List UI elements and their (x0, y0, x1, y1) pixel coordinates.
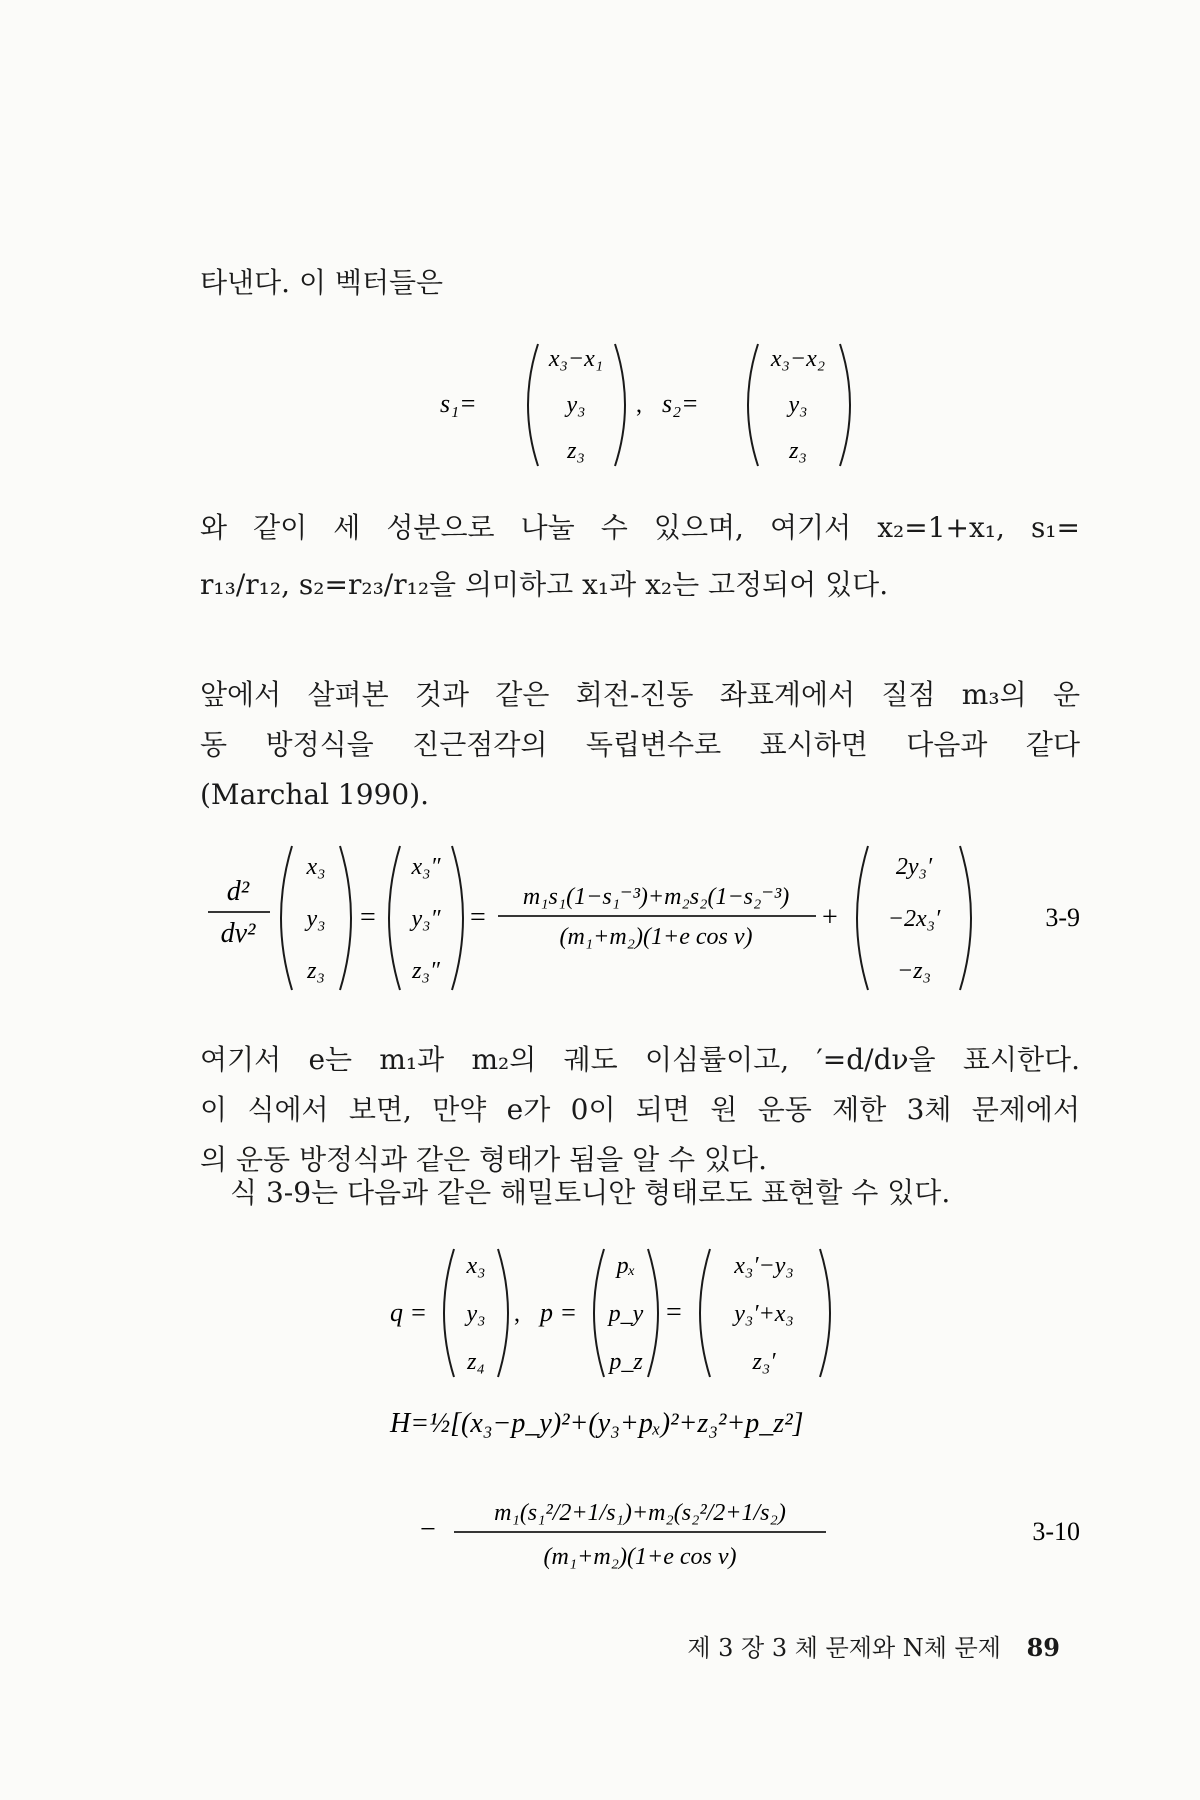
col-a-2: z₃ (307, 958, 325, 984)
right-paren (498, 1249, 508, 1377)
col-c-1: −2x₃′ (887, 906, 941, 932)
q-col-1: y₃ (466, 1301, 486, 1327)
col-a-0: x₃ (306, 854, 326, 880)
left-paren (281, 846, 292, 990)
deriv-num: d² (226, 876, 250, 907)
paragraph-2 (200, 503, 1080, 553)
comma: , (514, 1301, 520, 1327)
p-lhs: p = (540, 1298, 578, 1327)
text-line: 타낸다. 이 벡터들은 (200, 266, 444, 299)
col-b-1: y₃″ (411, 906, 441, 932)
col-b-0: x₃″ (411, 854, 441, 880)
plus: + (822, 902, 838, 933)
s1-col-0: x₃−x₁ (548, 346, 604, 372)
paragraph-1 (200, 258, 1080, 308)
s1-col-2: z₃ (567, 438, 585, 464)
page-number: 89 (1026, 1633, 1060, 1662)
vector-q-p-definition (390, 1245, 860, 1380)
chapter-title: 제 3 장 3 체 문제와 N체 문제 (687, 1634, 1001, 1662)
right-paren (615, 344, 625, 466)
text-line: r₁₃/r₁₂, s₂=r₂₃/r₁₂을 의미하고 x₁과 x₂는 고정되어 있다. (200, 568, 889, 601)
h-frac-num: m₁(s₁²/2+1/s₁)+m₂(s₂²/2+1/s₂) (494, 1500, 786, 1526)
q-lhs: q = (390, 1298, 428, 1327)
right-paren (340, 846, 351, 990)
col-c-0: 2y₃′ (895, 854, 933, 880)
s2-lhs: s₂= (662, 389, 699, 418)
col-b-2: z₃″ (412, 958, 440, 984)
left-paren (700, 1249, 710, 1377)
text-line: 이 식에서 보면, 만약 e가 0이 되면 원 운동 제한 3체 문제에서 (200, 1093, 1080, 1126)
text-line: 식 3-9는 다음과 같은 해밀토니안 형태로도 표현할 수 있다. (230, 1176, 951, 1209)
s2-col-1: y₃ (788, 392, 808, 418)
left-paren (594, 1249, 604, 1377)
right-paren (452, 846, 463, 990)
comma: , (636, 392, 642, 418)
p-rhs-col-1: y₃′+x₃ (734, 1301, 794, 1327)
equals: = (470, 902, 486, 933)
hamiltonian-line: H=½[(x₃−p_y)²+(y₃+pₓ)²+z₃²+p_z²] (390, 1408, 804, 1439)
q-col-0: x₃ (466, 1253, 486, 1279)
left-paren (444, 1249, 454, 1377)
col-c-2: −z₃ (897, 958, 931, 984)
right-paren (840, 344, 850, 466)
col-a-1: y₃ (306, 906, 326, 932)
paragraph-3 (200, 670, 1080, 820)
text-line: (Marchal 1990). (200, 778, 430, 811)
s2-col-0: x₃−x₂ (770, 346, 826, 372)
equation-label: 3-9 (1045, 903, 1080, 932)
equation-3-10 (380, 1390, 1100, 1590)
s2-col-2: z₃ (789, 438, 807, 464)
text-line: 앞에서 살펴본 것과 같은 회전-진동 좌표계에서 질점 m₃의 운 (200, 678, 1080, 711)
main-frac-num: m₁s₁(1−s₁⁻³)+m₂s₂(1−s₂⁻³) (522, 884, 790, 910)
s1-col-1: y₃ (566, 392, 586, 418)
q-col-2: z₄ (467, 1349, 485, 1375)
left-paren (389, 846, 400, 990)
right-paren (820, 1249, 830, 1377)
p-col-2: p_z (609, 1349, 643, 1375)
equation-label: 3-10 (1032, 1517, 1080, 1546)
p-rhs-col-2: z₃′ (752, 1349, 776, 1375)
text-line: 동 방정식을 진근점각의 독립변수로 표시하면 다음과 같다 (200, 728, 1080, 761)
h-frac-den: (m₁+m₂)(1+e cos ν) (543, 1544, 737, 1570)
right-paren (648, 1249, 658, 1377)
p-rhs-col-0: x₃′−y₃ (734, 1253, 794, 1279)
main-frac-den: (m₁+m₂)(1+e cos ν) (559, 924, 753, 950)
text-line: 여기서 e는 m₁과 m₂의 궤도 이심률이고, ′=d/dν을 표시한다. (200, 1043, 1080, 1076)
right-paren (960, 846, 971, 990)
equals: = (666, 1297, 682, 1328)
paragraph-2-cont (200, 560, 1080, 610)
minus-sign: − (420, 1514, 436, 1545)
text-line: 와 같이 세 성분으로 나눌 수 있으며, 여기서 x₂=1+x₁, s₁= (200, 511, 1080, 544)
vector-s-definition (440, 340, 860, 470)
paragraph-4 (200, 1035, 1080, 1185)
p-col-0: pₓ (616, 1253, 636, 1279)
left-paren (748, 344, 758, 466)
text-line: 의 운동 방정식과 같은 형태가 됨을 알 수 있다. (200, 1143, 767, 1176)
page-footer (687, 1628, 1060, 1663)
p-col-1: p_y (608, 1301, 644, 1327)
s1-lhs: s₁= (440, 389, 477, 418)
paragraph-5 (200, 1168, 1080, 1218)
equals: = (360, 902, 376, 933)
equation-3-9 (200, 840, 1100, 1000)
left-paren (857, 846, 868, 990)
left-paren (528, 344, 538, 466)
deriv-den: dν² (220, 918, 256, 949)
